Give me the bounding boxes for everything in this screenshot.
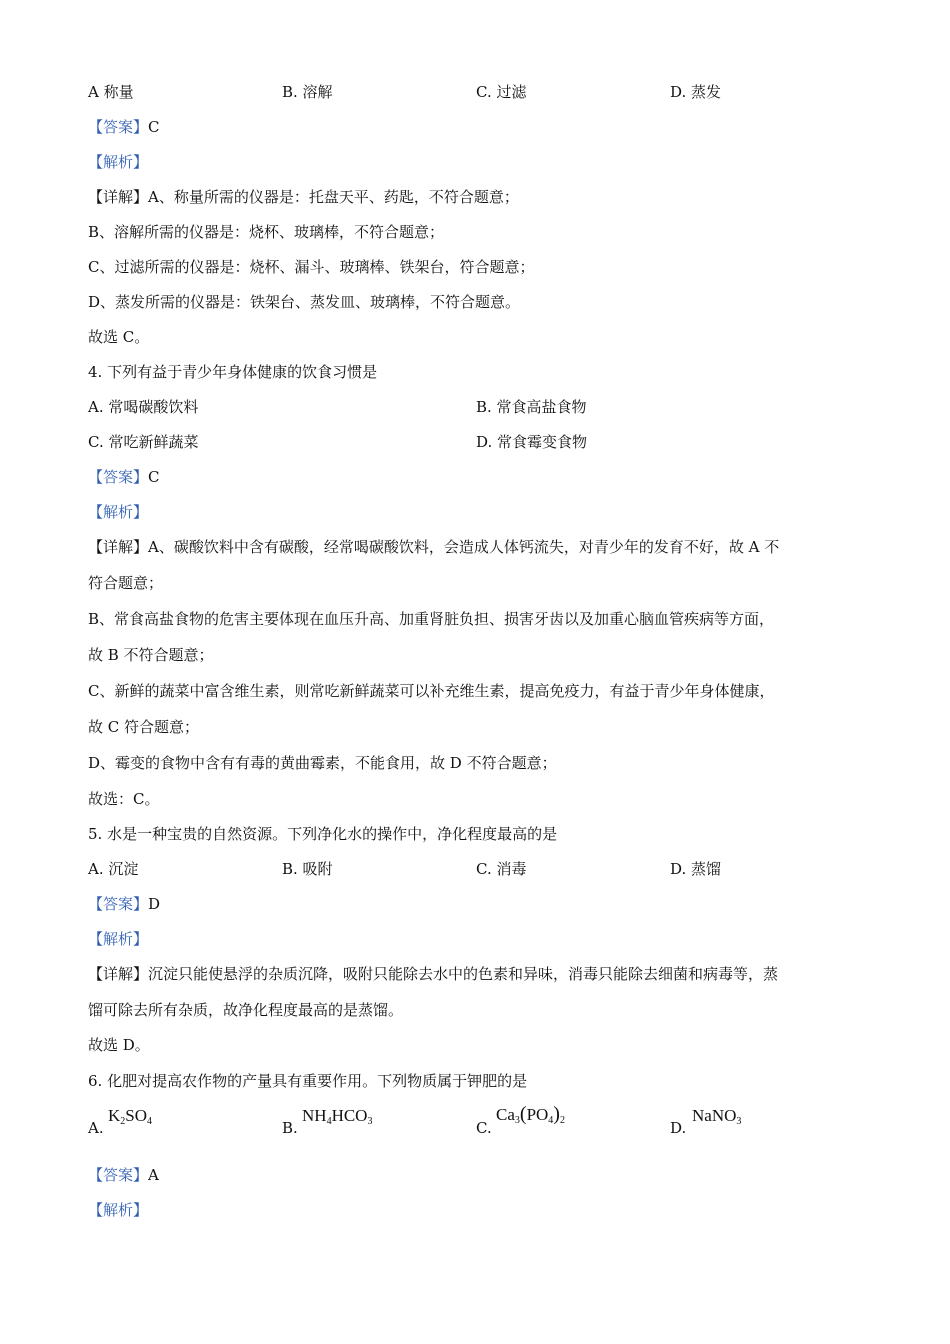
q4-option-c: C. 常吃新鲜蔬菜 (88, 433, 199, 451)
subscript: 4 (147, 1116, 153, 1127)
subscript: 2 (559, 1115, 565, 1126)
q3-option-c: C. 过滤 (476, 83, 527, 101)
subscript: 3 (514, 1115, 520, 1126)
subscript: 3 (736, 1116, 742, 1127)
q4-option-b: B. 常食高盐食物 (476, 398, 587, 416)
formula-ca3po42 (496, 1104, 565, 1131)
detail-tag: 【详解】 (88, 188, 149, 206)
element: NH (302, 1106, 327, 1125)
q6-option-a-letter: A. (88, 1119, 104, 1137)
q3-option-a: A 称量 (88, 83, 134, 101)
q3-detail-line (88, 187, 519, 207)
q4-conclusion: 故选：C。 (88, 790, 160, 808)
detail-tag: 【详解】 (88, 965, 149, 983)
answer-value: C (148, 118, 160, 136)
subscript: 2 (120, 1116, 126, 1127)
formula-k2so4 (108, 1106, 152, 1132)
answer-value: C (148, 468, 160, 486)
q5-option-d: D. 蒸馏 (670, 860, 722, 878)
q4-detail-line: C、新鲜的蔬菜中富含维生素，则常吃新鲜蔬菜可以补充维生素，提高免疫力，有益于青少年身体健康， (88, 682, 775, 700)
element: SO (125, 1106, 148, 1125)
q5-analysis-tag: 【解析】 (88, 930, 149, 948)
subscript: 4 (326, 1116, 332, 1127)
answer-tag: 【答案】 (88, 1166, 149, 1184)
subscript: 3 (367, 1116, 373, 1127)
q4-detail-line: D、霉变的食物中含有有毒的黄曲霉素，不能食用，故 D 不符合题意； (88, 754, 557, 772)
q4-detail-line: 故 C 符合题意； (88, 718, 200, 736)
detail-text: A、称量所需的仪器是：托盘天平、药匙，不符合题意； (148, 188, 519, 206)
formula-nh4hco3 (302, 1106, 372, 1132)
q4-question: 4. 下列有益于青少年身体健康的饮食习惯是 (88, 363, 378, 381)
q5-option-b: B. 吸附 (282, 860, 333, 878)
q5-option-c: C. 消毒 (476, 860, 527, 878)
q3-detail-line: C、过滤所需的仪器是：烧杯、漏斗、玻璃棒、铁架台，符合题意； (88, 258, 535, 276)
q6-question: 6. 化肥对提高农作物的产量具有重要作用。下列物质属于钾肥的是 (88, 1072, 528, 1090)
q3-answer (88, 117, 160, 137)
q4-analysis-tag: 【解析】 (88, 503, 149, 521)
q5-answer (88, 894, 160, 914)
answer-tag: 【答案】 (88, 895, 149, 913)
q5-detail-line: 馏可除去所有杂质，故净化程度最高的是蒸馏。 (88, 1001, 404, 1019)
q5-detail-line (88, 964, 778, 984)
answer-value: D (148, 895, 161, 913)
q3-conclusion: 故选 C。 (88, 328, 150, 346)
q3-detail-line: D、蒸发所需的仪器是：铁架台、蒸发皿、玻璃棒，不符合题意。 (88, 293, 521, 311)
q4-detail-line: B、常食高盐食物的危害主要体现在血压升高、加重肾脏负担、损害牙齿以及加重心脑血管疾病等方面， (88, 610, 775, 628)
detail-tag: 【详解】 (88, 538, 149, 556)
detail-text: 沉淀只能使悬浮的杂质沉降，吸附只能除去水中的色素和异味，消毒只能除去细菌和病毒等，蒸 (148, 965, 779, 983)
element: NaNO (692, 1106, 737, 1125)
answer-tag: 【答案】 (88, 118, 149, 136)
subscript: 4 (548, 1115, 554, 1126)
element: PO (526, 1105, 549, 1124)
answer-tag: 【答案】 (88, 468, 149, 486)
q4-detail-line: 符合题意； (88, 574, 164, 592)
q4-detail-line: 故 B 不符合题意； (88, 646, 214, 664)
q4-option-a: A. 常喝碳酸饮料 (88, 398, 199, 416)
q6-analysis-tag: 【解析】 (88, 1201, 149, 1219)
q6-option-c-letter: C. (476, 1119, 492, 1137)
q3-option-b: B. 溶解 (282, 83, 333, 101)
q5-option-a: A. 沉淀 (88, 860, 139, 878)
detail-text: A、碳酸饮料中含有碳酸，经常喝碳酸饮料，会造成人体钙流失，对青少年的发育不好，故 A 不 (148, 538, 780, 556)
q3-analysis-tag: 【解析】 (88, 153, 149, 171)
formula-nano3 (692, 1106, 741, 1132)
q6-option-d-letter: D. (670, 1119, 687, 1137)
answer-value: A (148, 1166, 159, 1184)
q5-conclusion: 故选 D。 (88, 1036, 150, 1054)
close-paren: ) (553, 1103, 560, 1125)
q4-detail-line (88, 537, 779, 557)
element: K (108, 1106, 121, 1125)
element: Ca (496, 1105, 515, 1124)
q4-answer (88, 467, 160, 487)
q3-option-d: D. 蒸发 (670, 83, 722, 101)
open-paren: ( (519, 1103, 527, 1125)
element: HCO (331, 1106, 368, 1125)
q3-detail-line: B、溶解所需的仪器是：烧杯、玻璃棒，不符合题意； (88, 223, 445, 241)
q5-question: 5. 水是一种宝贵的自然资源。下列净化水的操作中，净化程度最高的是 (88, 825, 558, 843)
q4-option-d: D. 常食霉变食物 (476, 433, 588, 451)
q6-option-b-letter: B. (282, 1119, 298, 1137)
q6-answer (88, 1165, 159, 1185)
